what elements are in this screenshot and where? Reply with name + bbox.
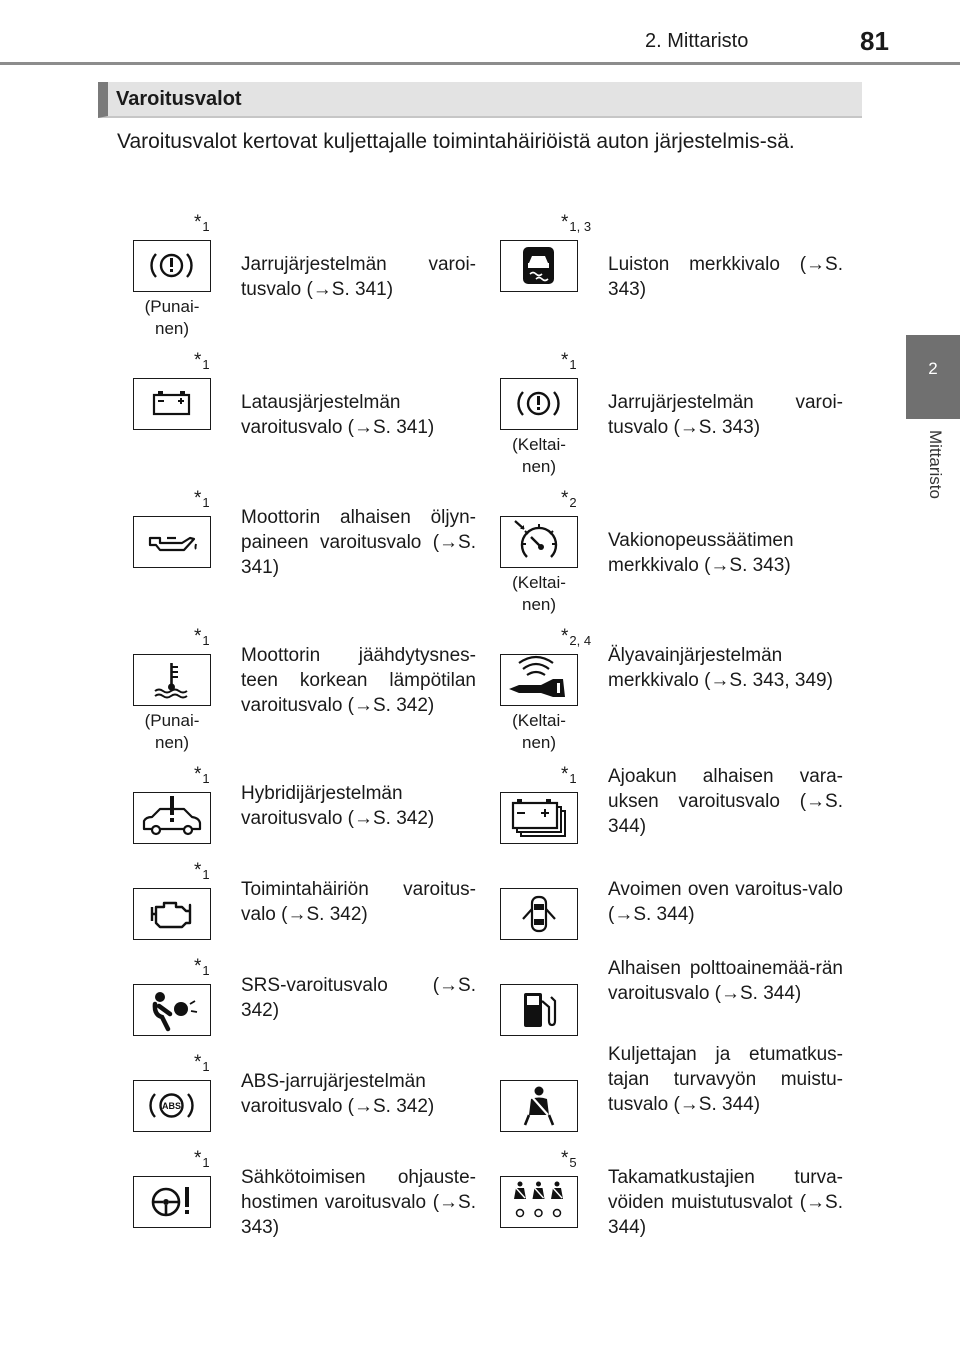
- footnote-mark: $*_1$: [194, 764, 210, 786]
- warning-description: Takamatkustajien turva-vöiden muistutusvalot (→S. 344): [608, 1167, 843, 1238]
- color-note: (Keltai-nen): [512, 573, 566, 614]
- warning-description: Alhaisen polttoainemää-rän varoitusvalo (→S. 344): [608, 958, 843, 1004]
- warning-light-item: [130, 488, 490, 626]
- warning-light-item: [497, 1044, 857, 1148]
- footnote-mark: $*_1$: [194, 488, 210, 510]
- chapter-tab-label: Mittaristo: [926, 430, 945, 499]
- warning-lights-right-column: [497, 212, 857, 1248]
- coolant-temperature-icon: [133, 654, 211, 706]
- warning-light-item: [497, 212, 857, 350]
- chapter-title: 2. Mittaristo: [645, 30, 749, 52]
- warning-light-item: [497, 956, 857, 1052]
- footnote-mark: $*_1$: [561, 764, 577, 786]
- warning-light-item: [497, 350, 857, 488]
- oil-pressure-icon: [133, 516, 211, 568]
- warning-description: Jarrujärjestelmän varoi-tusvalo (→S. 341): [241, 254, 476, 300]
- brake-warning-icon: [133, 240, 211, 292]
- chapter-tab-number: 2: [928, 359, 938, 378]
- slip-indicator-icon: [500, 240, 578, 292]
- battery-icon: [133, 378, 211, 430]
- warning-description: Toimintahäiriön varoitus-valo (→S. 342): [241, 879, 476, 925]
- footnote-mark: $*_1$: [194, 626, 210, 648]
- hybrid-system-icon: [133, 792, 211, 844]
- warning-description: Jarrujärjestelmän varoi-tusvalo (→S. 343): [608, 392, 843, 438]
- airbag-icon: [133, 984, 211, 1036]
- warning-description: ABS-jarrujärjestelmän varoitusvalo (→S. 342): [241, 1071, 435, 1117]
- svg-text:ABS: ABS: [161, 1101, 182, 1111]
- footnote-mark: $*_1$: [561, 350, 577, 372]
- footnote-mark: $*_1$: [194, 1052, 210, 1074]
- warning-light-item: [497, 860, 857, 956]
- warning-description: Kuljettajan ja etumatkus-tajan turvavyön muistu-tusvalo (→S. 344): [608, 1044, 843, 1115]
- footnote-mark: $*_5$: [561, 1148, 577, 1170]
- rear-seatbelt-reminder-icon: [500, 1176, 578, 1228]
- warning-description: Hybridijärjestelmän varoitusvalo (→S. 342): [241, 783, 435, 829]
- warning-description: Moottorin jäähdytysnes-teen korkean lämpötilan varoitusvalo (→S. 342): [241, 645, 476, 716]
- footnote-mark: $*_2$: [561, 488, 577, 510]
- warning-lights-left-column: [130, 212, 490, 1248]
- warning-light-item: [497, 488, 857, 626]
- warning-light-item: [130, 860, 490, 956]
- section-heading: Varoitusvalot: [98, 82, 862, 118]
- warning-light-item: [130, 1148, 490, 1248]
- warning-description: Latausjärjestelmän varoitusvalo (→S. 341): [241, 392, 435, 438]
- abs-icon: [133, 1080, 211, 1132]
- warning-description: Luiston merkkivalo (→S. 343): [608, 254, 843, 300]
- footnote-mark: $*_{1, 3}$: [561, 212, 592, 234]
- warning-description: Älyavainjärjestelmän merkkivalo (→S. 343, 349): [608, 645, 833, 691]
- color-note: (Keltai-nen): [512, 711, 566, 752]
- color-note: (Punai-nen): [144, 711, 200, 752]
- chapter-tab[interactable]: [906, 335, 960, 419]
- low-fuel-icon: [500, 984, 578, 1036]
- warning-light-item: [130, 764, 490, 860]
- warning-description: Ajoakun alhaisen vara-uksen varoitusvalo (→S. 344): [608, 766, 843, 837]
- page-number: 81: [860, 26, 889, 56]
- footnote-mark: $*_{2, 4}$: [561, 626, 592, 648]
- smart-key-icon: [500, 654, 578, 706]
- color-note: (Keltai-nen): [512, 435, 566, 476]
- seatbelt-reminder-icon: [500, 1080, 578, 1132]
- warning-description: Avoimen oven varoitus-valo (→S. 344): [608, 879, 843, 925]
- footnote-mark: $*_1$: [194, 212, 210, 234]
- header-divider: [0, 62, 960, 65]
- intro-paragraph: Varoitusvalot kertovat kuljettajalle toimintahäiriöistä auton järjestelmis-sä.: [117, 130, 795, 153]
- warning-light-item: [130, 212, 490, 350]
- cruise-control-icon: [500, 516, 578, 568]
- warning-description: SRS-varoitusvalo (→S. 342): [241, 975, 476, 1021]
- brake-warning-icon: [500, 378, 578, 430]
- warning-description: Vakionopeussäätimen merkkivalo (→S. 343): [608, 530, 794, 576]
- open-door-icon: [500, 888, 578, 940]
- warning-light-item: [497, 764, 857, 860]
- power-steering-icon: [133, 1176, 211, 1228]
- color-note: (Punai-nen): [144, 297, 200, 338]
- warning-description: Moottorin alhaisen öljyn-paineen varoitusvalo (→S. 341): [241, 507, 476, 578]
- check-engine-icon: [133, 888, 211, 940]
- warning-light-item: [130, 626, 490, 764]
- warning-light-item: [130, 956, 490, 1052]
- warning-light-item: [130, 350, 490, 488]
- warning-light-item: [497, 1148, 857, 1248]
- footnote-mark: $*_1$: [194, 860, 210, 882]
- footnote-mark: $*_1$: [194, 956, 210, 978]
- footnote-mark: $*_1$: [194, 1148, 210, 1170]
- warning-light-item: [497, 626, 857, 764]
- low-auxiliary-battery-icon: [500, 792, 578, 844]
- footnote-mark: $*_1$: [194, 350, 210, 372]
- warning-light-item: [130, 1052, 490, 1148]
- warning-description: Sähkötoimisen ohjauste-hostimen varoitusvalo (→S. 343): [241, 1167, 476, 1238]
